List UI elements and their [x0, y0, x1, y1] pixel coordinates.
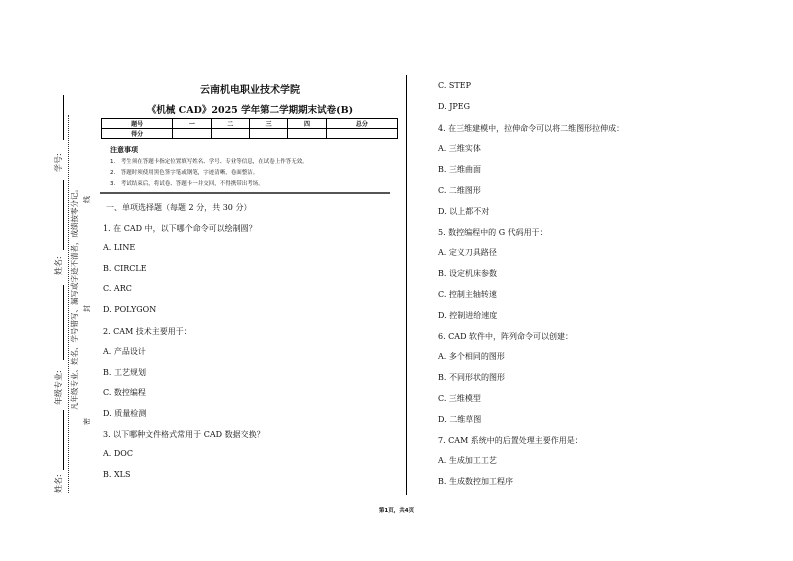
seal-char: 封 [83, 305, 91, 312]
bottom-name-label: 姓名: [54, 474, 63, 493]
question-text: 1. 在 CAD 中，以下哪个命令可以绘制圆？ [103, 223, 257, 233]
notes-title: 注意事项 [110, 146, 138, 154]
margin-warning: 凡年级专业、姓名、学号错写、漏写或字迹不清者，成绩按零分记。 [70, 185, 79, 410]
seal-char: 线 [83, 196, 91, 203]
score-header-cell: 二 [211, 119, 249, 129]
answer-option: B. 生成数控加工程序 [438, 477, 513, 487]
answer-option: C. 数控编程 [103, 388, 146, 398]
answer-option: A. LINE [103, 243, 136, 253]
answer-option: A. 定义刀具路径 [438, 248, 497, 258]
blank-line [63, 285, 64, 360]
score-cell [211, 129, 249, 139]
answer-option: B. 设定机床参数 [438, 269, 497, 279]
answer-option: B. XLS [103, 469, 131, 479]
answer-option: D. 二维草图 [438, 414, 482, 424]
note-item: 3. 考试结束后，将试卷、答题卡一并交回，不得携带出考场。 [110, 181, 264, 187]
answer-option: D. JPEG [438, 101, 471, 111]
answer-option: D. 质量检测 [103, 409, 147, 418]
question-text: 一、单项选择题（每题 2 分，共 30 分） [106, 203, 252, 212]
score-table [101, 118, 398, 139]
blank-line [63, 410, 64, 470]
score-cell [173, 129, 211, 139]
score-header-cell: 一 [173, 119, 211, 129]
answer-option: D. 控制进给速度 [438, 310, 498, 320]
answer-option: A. 多个相同的图形 [438, 352, 505, 362]
score-cell [288, 129, 326, 139]
answer-option: C. STEP [438, 81, 471, 90]
answer-option: D. POLYGON [103, 305, 157, 314]
question-text: 2. CAM 技术主要用于： [103, 326, 192, 336]
answer-option: B. 三维曲面 [438, 165, 481, 175]
answer-option: B. CIRCLE [103, 263, 147, 273]
seal-char: 密 [83, 418, 91, 425]
answer-option: A. 三维实体 [438, 144, 481, 154]
question-text: 5. 数控编程中的 G 代码用于： [438, 227, 548, 237]
column-divider [406, 75, 407, 495]
question-text: 4. 在三维建模中，拉伸命令可以将二维图形拉伸成： [438, 123, 625, 133]
school-name: 云南机电职业技术学院 [200, 85, 300, 96]
score-header-cell: 三 [249, 119, 287, 129]
answer-option: C. ARC [103, 284, 132, 294]
score-header-cell: 四 [288, 119, 326, 129]
answer-option: B. 工艺规划 [103, 367, 146, 377]
answer-option: B. 不同形状的图形 [438, 373, 505, 383]
divider [100, 192, 390, 196]
blank-line [63, 180, 64, 250]
blank-line [63, 95, 64, 140]
score-cell [326, 129, 397, 139]
answer-option: D. 以上都不对 [438, 206, 490, 216]
answer-option: A. 产品设计 [103, 347, 146, 357]
answer-option: A. DOC [103, 449, 133, 459]
answer-option: C. 控制主轴转速 [438, 290, 497, 299]
grade-major-label: 年级专业: [54, 370, 63, 405]
score-header-cell: 总分 [326, 119, 397, 129]
name-label: 姓名: [54, 256, 63, 275]
question-text: 3. 以下哪种文件格式常用于 CAD 数据交换？ [103, 429, 265, 439]
note-item: 2. 答题时须使用黑色签字笔或钢笔，字迹清晰，卷面整洁。 [110, 170, 259, 176]
question-text: 7. CAM 系统中的后置处理主要作用是： [438, 435, 583, 445]
score-header-cell: 题号 [102, 119, 173, 129]
score-cell [249, 129, 287, 139]
student-id-label: 学号: [54, 153, 63, 172]
answer-option: A. 生成加工工艺 [438, 456, 497, 466]
answer-option: C. 二维图形 [438, 186, 481, 195]
note-item: 1. 考生须在答题卡指定位置填写姓名、学号、专业等信息，在试卷上作答无效。 [110, 159, 308, 165]
question-text: 6. CAD 软件中，阵列命令可以创建： [438, 331, 574, 341]
page-number: 第1页，共4页 [378, 508, 415, 514]
exam-title: 《机械 CAD》2025 学年第二学期期末试卷(B) [146, 105, 354, 116]
score-row-label: 得分 [102, 129, 173, 139]
answer-option: C. 三维模型 [438, 394, 481, 403]
